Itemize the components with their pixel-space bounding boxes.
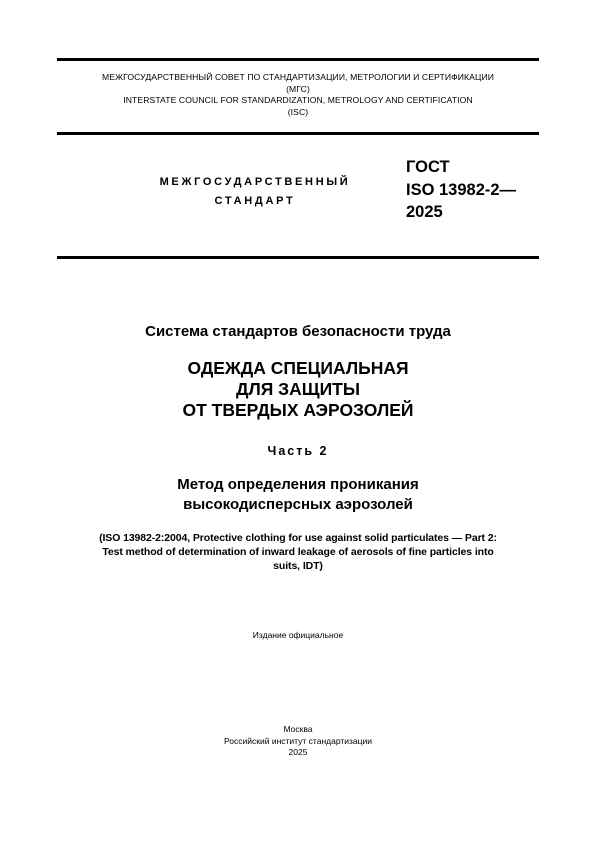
system-title: Система стандартов безопасности труда bbox=[145, 323, 451, 340]
subtitle bbox=[57, 475, 539, 515]
designation-line1: ГОСТ bbox=[406, 158, 450, 176]
designation-line3: 2025 bbox=[406, 203, 443, 221]
council-abbr-ru: (МГС) bbox=[286, 83, 310, 94]
standard-type-line2: СТАНДАРТ bbox=[214, 195, 296, 207]
subtitle-line2: высокодисперсных аэрозолей bbox=[183, 496, 413, 513]
imprint-year: 2025 bbox=[288, 747, 308, 757]
part-number: Часть 2 bbox=[267, 444, 329, 458]
designation-rule bbox=[57, 256, 539, 259]
designation-line2: ISO 13982-2— bbox=[406, 180, 517, 199]
council-name-en: INTERSTATE COUNCIL FOR STANDARDIZATION, METROLOGY AND CERTIFICATION bbox=[123, 95, 473, 105]
header-rule bbox=[57, 132, 539, 135]
main-title bbox=[57, 358, 539, 421]
standard-type-line1: МЕЖГОСУДАРСТВЕННЫЙ bbox=[159, 176, 351, 188]
imprint bbox=[57, 724, 539, 759]
iso-reference-line3: suits, IDT) bbox=[273, 560, 323, 572]
standard-designation bbox=[406, 156, 516, 224]
standard-type bbox=[120, 173, 390, 211]
iso-reference bbox=[57, 531, 539, 573]
imprint-city: Москва bbox=[283, 724, 313, 734]
main-title-line1: ОДЕЖДА СПЕЦИАЛЬНАЯ bbox=[187, 358, 409, 378]
council-abbr-en: (ISC) bbox=[287, 106, 309, 117]
subtitle-line1: Метод определения проникания bbox=[177, 476, 419, 493]
iso-reference-line1: (ISO 13982-2:2004, Protective clothing for use against solid particulates — Part 2: bbox=[99, 532, 497, 544]
main-title-line2: ДЛЯ ЗАЩИТЫ bbox=[235, 379, 361, 399]
imprint-publisher: Российский институт стандартизации bbox=[224, 735, 372, 746]
council-header bbox=[57, 72, 539, 118]
edition-note: Издание официальное bbox=[252, 630, 344, 640]
iso-reference-line2: Test method of determination of inward leakage of aerosols of fine particles into bbox=[102, 546, 494, 558]
council-name-ru: МЕЖГОСУДАРСТВЕННЫЙ СОВЕТ ПО СТАНДАРТИЗАЦИИ, МЕТРОЛОГИИ И СЕРТИФИКАЦИИ bbox=[101, 72, 494, 82]
top-rule bbox=[57, 58, 539, 61]
main-title-line3: ОТ ТВЕРДЫХ АЭРОЗОЛЕЙ bbox=[182, 400, 414, 420]
